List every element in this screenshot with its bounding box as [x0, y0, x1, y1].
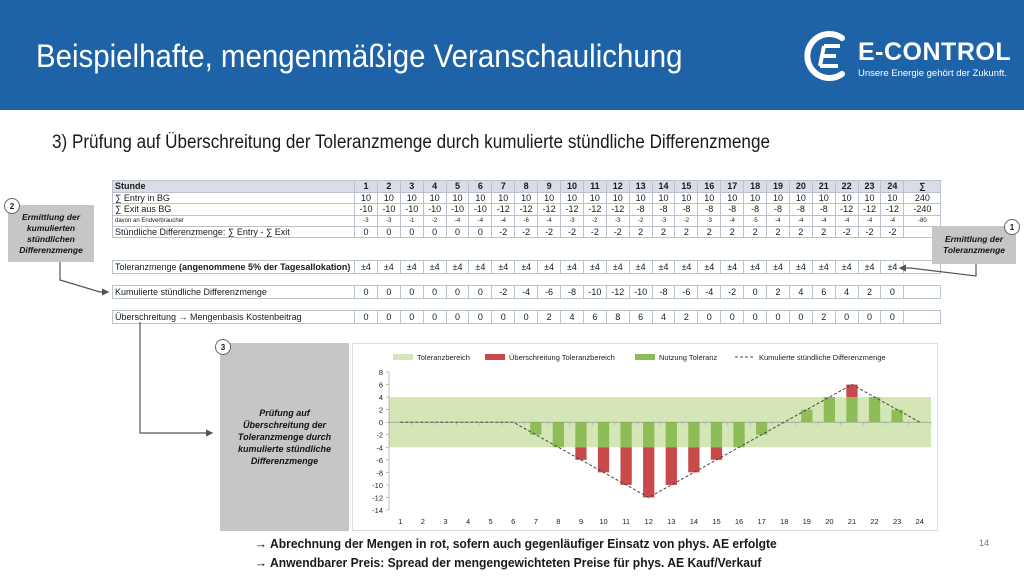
exceed-cell: 0 — [789, 311, 812, 324]
side-box-right-text: Ermittlung der Toleranzmenge — [942, 234, 1006, 255]
value-cell: 2 — [629, 226, 652, 238]
arrow-right — [900, 264, 976, 276]
x-tick-label: 11 — [622, 517, 631, 526]
value-cell: -8 — [767, 204, 790, 216]
value-cell: 0 — [400, 226, 423, 238]
y-tick-label: -14 — [372, 506, 383, 515]
badge-2-text: 2 — [9, 201, 15, 211]
sum-cell: 240 — [904, 192, 941, 204]
cumulative-cell: -6 — [538, 286, 561, 299]
value-cell: 0 — [423, 226, 446, 238]
value-cell: 10 — [858, 192, 881, 204]
cumulative-cell: -4 — [515, 286, 538, 299]
badge-1 — [1004, 219, 1020, 235]
bar-nutzung-toleranz — [643, 422, 654, 447]
slide-title: Beispielhafte, mengenmäßige Veranschaulichung — [36, 38, 683, 74]
value-cell: 10 — [423, 192, 446, 204]
value-cell: -8 — [789, 204, 812, 216]
cumulative-cell: 0 — [400, 286, 423, 299]
x-tick-label: 20 — [825, 517, 834, 526]
tolerance-cell: ±4 — [698, 261, 721, 274]
exceed-cell: 0 — [881, 311, 904, 324]
cumulative-cell: -8 — [561, 286, 584, 299]
value-cell: -4 — [767, 215, 790, 226]
exceed-cell: 0 — [355, 311, 378, 324]
x-tick-label: 19 — [802, 517, 811, 526]
x-tick-label: 10 — [599, 517, 608, 526]
hour-header-cell: 14 — [652, 181, 675, 193]
exceed-cell: 2 — [538, 311, 561, 324]
cumulative-cell: 2 — [858, 286, 881, 299]
value-cell: 0 — [469, 226, 492, 238]
row-label-cell: ∑ Exit aus BG — [113, 204, 355, 216]
value-cell: -2 — [538, 226, 561, 238]
x-tick-label: 22 — [870, 517, 879, 526]
tolerance-cell: ±4 — [835, 261, 858, 274]
tolerance-cell: ±4 — [446, 261, 469, 274]
value-cell: -4 — [492, 215, 515, 226]
tolerance-cell: ±4 — [858, 261, 881, 274]
x-tick-label: 4 — [465, 517, 471, 526]
y-tick-label: 6 — [378, 380, 383, 390]
y-tick-label: -4 — [376, 443, 383, 453]
value-cell: -4 — [721, 215, 744, 226]
cumulative-cell: -12 — [606, 286, 629, 299]
exceed-cell: 6 — [583, 311, 606, 324]
cumulative-cell: -8 — [652, 286, 675, 299]
hour-header-cell: 22 — [835, 181, 858, 193]
bar-nutzung-toleranz — [824, 397, 835, 422]
value-cell: -10 — [377, 204, 400, 216]
value-cell: 10 — [515, 192, 538, 204]
bar-nutzung-toleranz — [869, 397, 880, 422]
value-cell: 10 — [767, 192, 790, 204]
exceed-cell: 0 — [698, 311, 721, 324]
exceed-cell: 0 — [446, 311, 469, 324]
tolerance-cell: ±4 — [789, 261, 812, 274]
hour-header-cell: 1 — [355, 181, 378, 193]
sum-cell: -80 — [904, 215, 941, 226]
legend-swatch — [635, 354, 655, 360]
value-cell: -12 — [881, 204, 904, 216]
value-cell: -2 — [629, 215, 652, 226]
bar-nutzung-toleranz — [733, 422, 744, 447]
hour-header-cell: 21 — [812, 181, 835, 193]
value-cell: 10 — [629, 192, 652, 204]
value-cell: -4 — [469, 215, 492, 226]
x-tick-label: 13 — [667, 517, 676, 526]
value-cell: -4 — [446, 215, 469, 226]
sum-header-cell: ∑ — [904, 181, 941, 193]
slide-subtitle: 3) Prüfung auf Überschreitung der Toleranzmenge durch kumulierte stündliche Differenzmenge — [52, 132, 770, 153]
tolerance-cell: ±4 — [767, 261, 790, 274]
cumulative-cell: 0 — [744, 286, 767, 299]
value-cell: -4 — [881, 215, 904, 226]
value-cell: 2 — [721, 226, 744, 238]
value-cell: 10 — [698, 192, 721, 204]
x-tick-label: 24 — [915, 517, 924, 526]
value-cell: -2 — [835, 226, 858, 238]
exceed-cell: 6 — [629, 311, 652, 324]
cumulative-cell: 0 — [377, 286, 400, 299]
exceed-cell: 0 — [858, 311, 881, 324]
row-label-cell: davon an Endverbraucher — [113, 215, 355, 226]
value-cell: -10 — [446, 204, 469, 216]
value-cell: 2 — [744, 226, 767, 238]
legend-label: Überschreitung Toleranzbereich — [509, 353, 615, 362]
value-cell: 10 — [652, 192, 675, 204]
x-tick-label: 8 — [556, 517, 561, 526]
value-cell: 10 — [492, 192, 515, 204]
exceed-cell: 0 — [721, 311, 744, 324]
legend-label: Kumulierte stündliche Differenzmenge — [759, 353, 886, 362]
cumulative-label-cell: Kumulierte stündliche Differenzmenge — [113, 286, 355, 299]
x-tick-label: 3 — [443, 517, 448, 526]
tolerance-cell: ±4 — [400, 261, 423, 274]
exceed-cell: 0 — [377, 311, 400, 324]
cumulative-cell: 0 — [469, 286, 492, 299]
hour-header-cell: 2 — [377, 181, 400, 193]
value-cell: -3 — [561, 215, 584, 226]
value-cell: -8 — [629, 204, 652, 216]
value-cell: -2 — [606, 226, 629, 238]
value-cell: -8 — [744, 204, 767, 216]
y-tick-label: 8 — [378, 368, 383, 377]
value-cell: 10 — [446, 192, 469, 204]
value-cell: -2 — [583, 226, 606, 238]
exceed-cell: 0 — [423, 311, 446, 324]
value-cell: 10 — [835, 192, 858, 204]
tolerance-cell: ±4 — [469, 261, 492, 274]
x-tick-label: 14 — [689, 517, 699, 526]
value-cell: 2 — [698, 226, 721, 238]
cumulative-cell: 4 — [789, 286, 812, 299]
tolerance-cell: ±4 — [721, 261, 744, 274]
exceed-label-cell: Überschreitung → Mengenbasis Kostenbeitrag — [113, 311, 355, 324]
hour-header-cell: 15 — [675, 181, 698, 193]
arrow-bottom — [140, 322, 212, 433]
hour-header-cell: 16 — [698, 181, 721, 193]
cumulative-cell: -10 — [629, 286, 652, 299]
bar-ueberschreitung — [643, 447, 654, 497]
y-tick-label: 4 — [378, 393, 383, 403]
bar-nutzung-toleranz — [598, 422, 609, 447]
bar-ueberschreitung — [711, 447, 722, 460]
x-tick-label: 5 — [488, 517, 493, 526]
bar-nutzung-toleranz — [620, 422, 631, 447]
tolerance-cell: ±4 — [355, 261, 378, 274]
value-cell: -8 — [698, 204, 721, 216]
y-tick-label: -10 — [372, 480, 383, 490]
value-cell: -10 — [423, 204, 446, 216]
tolerance-cell: ±4 — [583, 261, 606, 274]
cumulative-cell: 4 — [835, 286, 858, 299]
cumulative-cell: 2 — [767, 286, 790, 299]
exceed-cell: 0 — [744, 311, 767, 324]
value-cell: 10 — [675, 192, 698, 204]
value-cell: -12 — [561, 204, 584, 216]
tolerance-cell: ±4 — [812, 261, 835, 274]
value-cell: -4 — [858, 215, 881, 226]
value-cell: -2 — [858, 226, 881, 238]
tolerance-cell: ±4 — [606, 261, 629, 274]
hour-header-cell: 12 — [606, 181, 629, 193]
x-tick-label: 6 — [511, 517, 516, 526]
chart-container — [352, 343, 938, 531]
cumulative-cell: -6 — [675, 286, 698, 299]
hour-header-cell: 18 — [744, 181, 767, 193]
hour-header-cell: 19 — [767, 181, 790, 193]
x-tick-label: 18 — [780, 517, 789, 526]
value-cell: 2 — [675, 226, 698, 238]
badge-1-text: 1 — [1009, 222, 1015, 232]
x-tick-label: 7 — [533, 517, 538, 526]
value-cell: -10 — [469, 204, 492, 216]
tolerance-label-prefix: Toleranzmenge — [115, 262, 180, 272]
value-cell: 2 — [789, 226, 812, 238]
exceed-cell: 0 — [492, 311, 515, 324]
logo-text: E-CONTROL — [858, 38, 1012, 66]
tolerance-cell: ±4 — [561, 261, 584, 274]
hour-header-cell: 17 — [721, 181, 744, 193]
value-cell: 0 — [377, 226, 400, 238]
y-tick-label: -8 — [376, 468, 383, 478]
value-cell: -2 — [561, 226, 584, 238]
cumulative-cell: -2 — [721, 286, 744, 299]
x-tick-label: 17 — [757, 517, 766, 526]
value-cell: -5 — [744, 215, 767, 226]
side-box-bottom-text: Prüfung auf Überschreitung der Toleranzmenge durch kumulierte stündliche Differenzmenge — [237, 408, 332, 466]
hour-header-cell: 11 — [583, 181, 606, 193]
value-cell: -3 — [698, 215, 721, 226]
exceed-cell: 0 — [400, 311, 423, 324]
value-cell: 2 — [812, 226, 835, 238]
value-cell: 10 — [377, 192, 400, 204]
bar-nutzung-toleranz — [666, 422, 677, 447]
cumulative-cell: 0 — [355, 286, 378, 299]
tolerance-cell: ±4 — [881, 261, 904, 274]
x-tick-label: 12 — [644, 517, 653, 526]
exceed-cell: 4 — [652, 311, 675, 324]
value-cell: -10 — [400, 204, 423, 216]
value-cell: 0 — [355, 226, 378, 238]
bar-nutzung-toleranz — [846, 397, 857, 422]
logo-tagline: Unsere Energie gehört der Zukunft. — [858, 68, 1007, 79]
legend-label: Toleranzbereich — [417, 353, 470, 362]
side-box-right — [932, 226, 1016, 264]
cumulative-cell: 0 — [446, 286, 469, 299]
x-tick-label: 9 — [578, 517, 584, 526]
value-cell: -12 — [606, 204, 629, 216]
exceed-cell: 0 — [469, 311, 492, 324]
value-cell: -12 — [515, 204, 538, 216]
legend-label: Nutzung Toleranz — [659, 353, 718, 362]
bar-nutzung-toleranz — [575, 422, 586, 447]
value-cell: 2 — [767, 226, 790, 238]
hour-header-cell: 23 — [858, 181, 881, 193]
value-cell: -12 — [858, 204, 881, 216]
value-cell: -2 — [881, 226, 904, 238]
value-cell: -3 — [606, 215, 629, 226]
hour-header-cell: 5 — [446, 181, 469, 193]
hour-header-cell: 6 — [469, 181, 492, 193]
bar-ueberschreitung — [598, 447, 609, 472]
value-cell: -3 — [355, 215, 378, 226]
tolerance-cell: ±4 — [652, 261, 675, 274]
value-cell: -2 — [423, 215, 446, 226]
value-cell: -8 — [675, 204, 698, 216]
hour-header-cell: 4 — [423, 181, 446, 193]
value-cell: 10 — [355, 192, 378, 204]
exceed-cell: 0 — [767, 311, 790, 324]
bar-nutzung-toleranz — [801, 410, 812, 423]
value-cell: 10 — [561, 192, 584, 204]
value-cell: 10 — [789, 192, 812, 204]
bar-ueberschreitung — [666, 447, 677, 485]
y-tick-label: -6 — [376, 455, 383, 465]
hour-header-cell: 10 — [561, 181, 584, 193]
value-cell: -3 — [377, 215, 400, 226]
hour-header-cell: 9 — [538, 181, 561, 193]
header-label-cell: Stunde — [113, 181, 355, 193]
hour-header-cell: 8 — [515, 181, 538, 193]
legend-swatch — [485, 354, 505, 360]
bar-nutzung-toleranz — [553, 422, 564, 447]
row-label-cell: ∑ Entry in BG — [113, 192, 355, 204]
value-cell: -10 — [355, 204, 378, 216]
sum-cell: -240 — [904, 204, 941, 216]
y-tick-label: 2 — [378, 405, 383, 415]
value-cell: -8 — [721, 204, 744, 216]
value-cell: -4 — [812, 215, 835, 226]
exceed-cell: 0 — [835, 311, 858, 324]
tolerance-cell: ±4 — [515, 261, 538, 274]
value-cell: -12 — [583, 204, 606, 216]
value-cell: -8 — [812, 204, 835, 216]
side-box-left — [8, 205, 94, 262]
value-cell: 10 — [538, 192, 561, 204]
value-cell: -4 — [835, 215, 858, 226]
badge-2 — [4, 198, 20, 214]
value-cell: -3 — [652, 215, 675, 226]
value-cell: -4 — [789, 215, 812, 226]
exceed-cell: 8 — [606, 311, 629, 324]
cumulative-cell: 6 — [812, 286, 835, 299]
tolerance-cell: ±4 — [538, 261, 561, 274]
side-box-left-text: Ermittlung der kumulierten stündlichen Differenzmenge — [19, 211, 83, 255]
y-tick-label: 0 — [378, 418, 383, 428]
value-cell: 10 — [583, 192, 606, 204]
exceed-cell: 2 — [812, 311, 835, 324]
x-tick-label: 2 — [420, 517, 425, 526]
bar-ueberschreitung — [688, 447, 699, 472]
value-cell: 2 — [652, 226, 675, 238]
page-number: 14 — [979, 538, 990, 548]
y-tick-label: -2 — [376, 430, 383, 440]
bar-nutzung-toleranz — [711, 422, 722, 447]
x-tick-label: 21 — [847, 517, 857, 526]
bar-ueberschreitung — [620, 447, 631, 485]
value-cell: -2 — [492, 226, 515, 238]
tolerance-label-bold: (angenommene 5% der Tagesallokation) — [179, 262, 351, 272]
cumulative-cell: -2 — [492, 286, 515, 299]
tolerance-cell: ±4 — [423, 261, 446, 274]
value-cell: 10 — [744, 192, 767, 204]
x-tick-label: 16 — [734, 517, 744, 526]
badge-3 — [215, 339, 231, 355]
value-cell: 10 — [469, 192, 492, 204]
value-cell: -12 — [835, 204, 858, 216]
tolerance-cell: ±4 — [377, 261, 400, 274]
cumulative-cell: 0 — [423, 286, 446, 299]
hour-header-cell: 13 — [629, 181, 652, 193]
cumulative-cell: -4 — [698, 286, 721, 299]
cumulative-cell: 0 — [881, 286, 904, 299]
arrow-left — [60, 262, 108, 292]
value-cell: 10 — [606, 192, 629, 204]
legend-swatch — [393, 354, 413, 360]
tolerance-cell: ±4 — [492, 261, 515, 274]
value-cell: -1 — [400, 215, 423, 226]
value-cell: -2 — [675, 215, 698, 226]
exceed-cell: 2 — [675, 311, 698, 324]
tolerance-cell: ±4 — [675, 261, 698, 274]
tolerance-cell: ±4 — [629, 261, 652, 274]
row-label-cell: Stündliche Differenzmenge: ∑ Entry - ∑ Exit — [113, 226, 355, 238]
value-cell: -6 — [515, 215, 538, 226]
exceed-cell: 4 — [561, 311, 584, 324]
x-tick-label: 1 — [398, 517, 403, 526]
exceed-cell: 0 — [515, 311, 538, 324]
hour-header-cell: 20 — [789, 181, 812, 193]
bar-nutzung-toleranz — [688, 422, 699, 447]
x-tick-label: 15 — [712, 517, 721, 526]
cumulative-cell: -10 — [583, 286, 606, 299]
value-cell: -8 — [652, 204, 675, 216]
badge-3-text: 3 — [220, 342, 226, 352]
note-1: → Abrechnung der Mengen in rot, sofern auch gegenläufiger Einsatz von phys. AE erfolgte — [255, 536, 777, 551]
value-cell: -2 — [515, 226, 538, 238]
value-cell: -2 — [583, 215, 606, 226]
bar-nutzung-toleranz — [530, 422, 541, 435]
tolerance-cell: ±4 — [744, 261, 767, 274]
hour-header-cell: 3 — [400, 181, 423, 193]
value-cell: 10 — [721, 192, 744, 204]
value-cell: 10 — [812, 192, 835, 204]
hour-header-cell: 7 — [492, 181, 515, 193]
value-cell: -12 — [492, 204, 515, 216]
value-cell: -12 — [538, 204, 561, 216]
hour-header-cell: 24 — [881, 181, 904, 193]
value-cell: 0 — [446, 226, 469, 238]
note-2: → Anwendbarer Preis: Spread der mengengewichteten Preise für phys. AE Kauf/Verkauf — [255, 555, 762, 570]
tolerance-chart — [353, 344, 939, 532]
x-tick-label: 23 — [892, 517, 902, 526]
y-tick-label: -12 — [372, 493, 383, 503]
value-cell: 10 — [400, 192, 423, 204]
side-box-bottom — [220, 343, 349, 531]
value-cell: 10 — [881, 192, 904, 204]
value-cell: -4 — [538, 215, 561, 226]
